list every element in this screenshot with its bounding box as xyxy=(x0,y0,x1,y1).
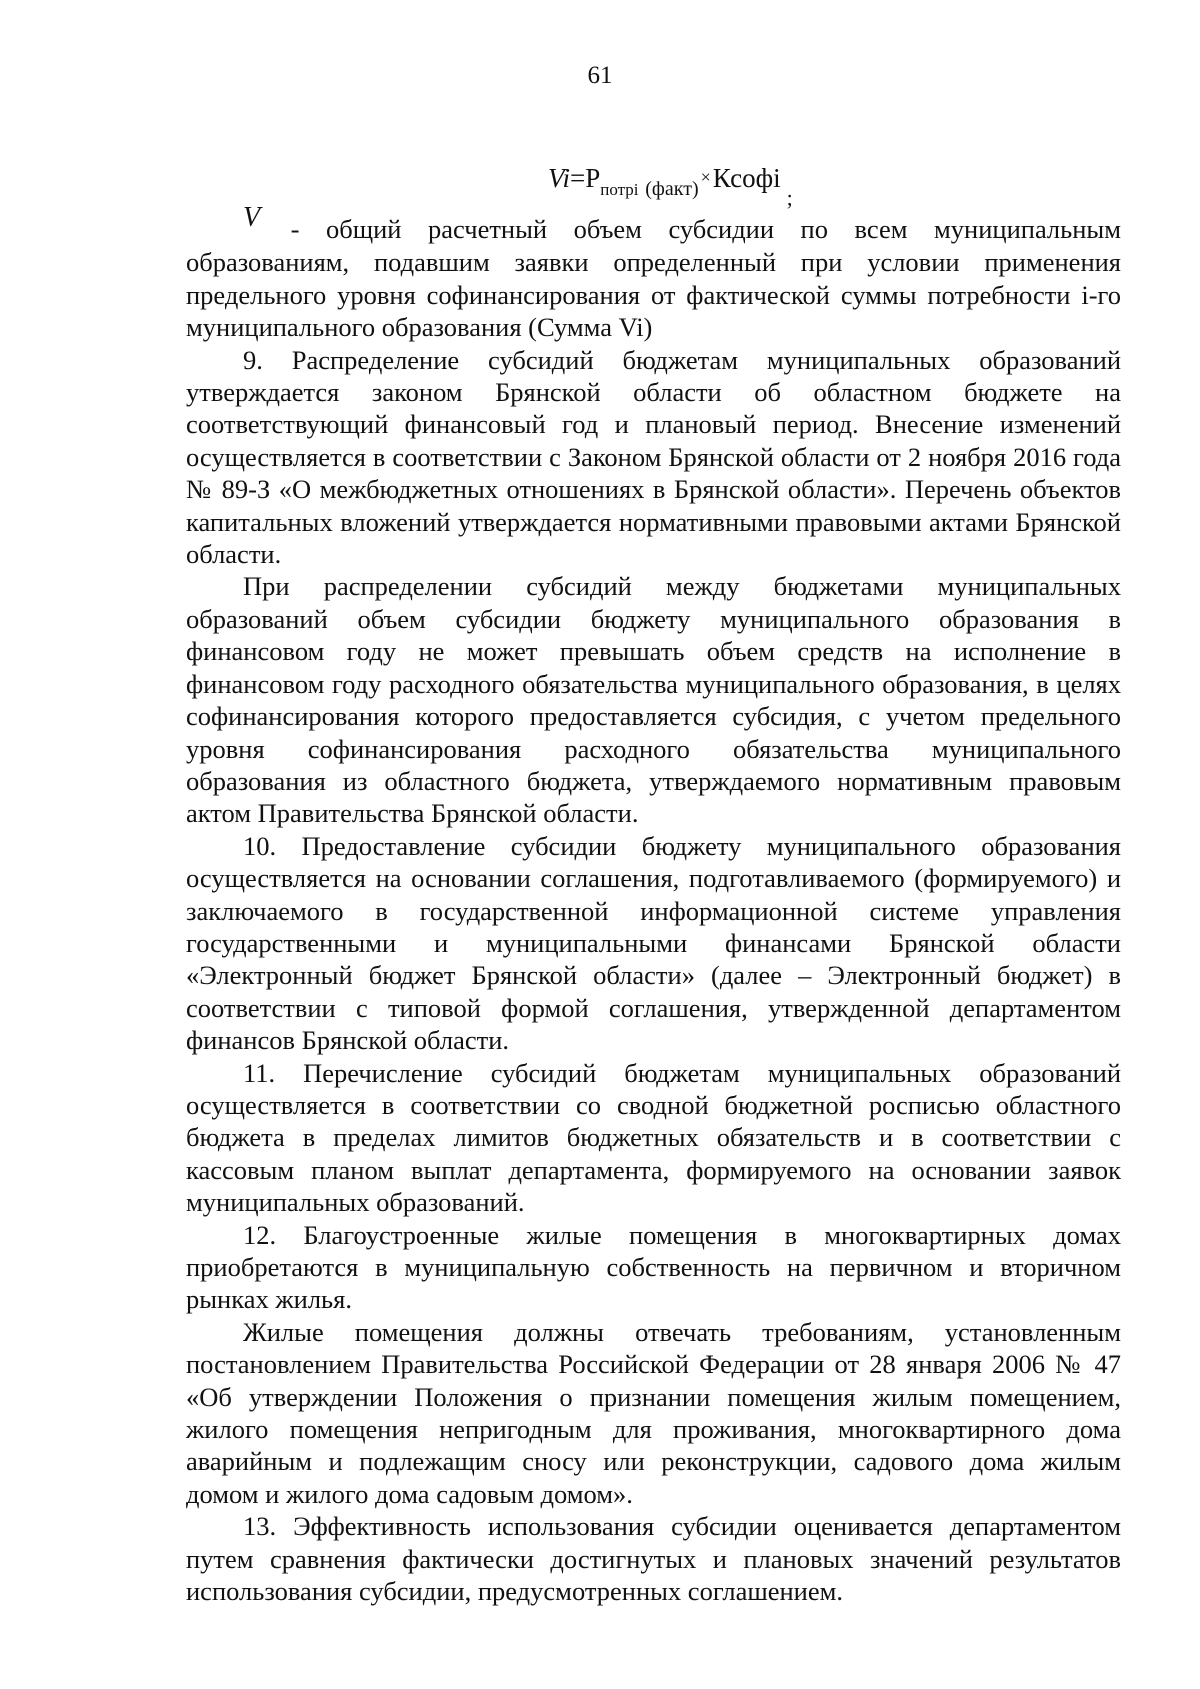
paragraph-9: 9. Распределение субсидий бюджетам муниципальных образований утверждается законом Брянской области об областном бюджете на соответствующий финансовый год и плановый период. Внесение изменений осуществляется в соответствии с Законом Брянской области от 2 ноября 2016 года № 89-З «О межбюджетных отношениях в Брянской области». Перечень объектов капитальных вложений утверждается нормативными правовыми актами Брянской области. xyxy=(186,344,1121,570)
body-text xyxy=(186,202,1121,1607)
subsidy-formula xyxy=(548,163,793,210)
formula-p-paren: (факт) xyxy=(645,178,699,200)
paragraph-11: 11. Перечисление субсидий бюджетам муниципальных образований осуществляется в соответствии со сводной бюджетной росписью областного бюджета в пределах лимитов бюджетных обязательств и в соответствии с кассовым планом выплат департамента, формируемого на основании заявок муниципальных образований. xyxy=(186,1057,1121,1218)
paragraph-10: 10. Предоставление субсидии бюджету муниципального образования осуществляется на основании соглашения, подготавливаемого (формируемого) и заключаемого в государственной информационной системе управления государственными и муниципальными финансами Брянской области «Электронный бюджет Брянской области» (далее – Электронный бюджет) в соответствии с типовой формой соглашения, утвержденной департаментом финансов Брянской области. xyxy=(186,830,1121,1056)
page-number: 61 xyxy=(587,62,613,89)
formula-k: Ксофi xyxy=(712,163,781,193)
formula-lhs: Vi xyxy=(548,163,570,193)
formula-times: × xyxy=(700,167,711,187)
v-symbol: V xyxy=(243,202,261,233)
paragraph-12: 12. Благоустроенные жилые помещения в многоквартирных домах приобретаются в муниципальную собственность на первичном и вторичном рынках жилья. xyxy=(186,1219,1121,1315)
formula-p: P xyxy=(585,163,601,193)
paragraph-distribution: При распределении субсидий между бюджетами муниципальных образований объем субсидии бюджету муниципального образования в финансовом году не может превышать объем средств на исполнение в финансовом году расходного обязательства муниципального образования, в целях софинансирования которого предоставляется субсидия, с учетом предельного уровня софинансирования расходного обязательства муниципального образования из областного бюджета, утверждаемого нормативным правовым актом Правительства Брянской области. xyxy=(186,571,1121,829)
v-definition-paragraph xyxy=(186,202,1121,344)
formula-p-subscript: потрi xyxy=(600,180,639,199)
formula-semicolon: ; xyxy=(786,185,793,210)
v-definition-text: - общий расчетный объем субсидии по всем муниципальным образованиям, подавшим заявки определенный при условии применения предельного уровня софинансирования от фактической суммы потребности i-го муниципального образования (Сумма Vi) xyxy=(186,214,1121,343)
paragraph-13: 13. Эффективность использования субсидии оценивается департаментом путем сравнения фактически достигнутых и плановых значений результатов использования субсидии, предусмотренных соглашением. xyxy=(186,1511,1121,1607)
paragraph-requirements: Жилые помещения должны отвечать требованиям, установленным постановлением Правительства Российской Федерации от 28 января 2006 № 47 «Об утверждении Положения о признании помещения жилым помещением, жилого помещения непригодным для проживания, многоквартирного дома аварийным и подлежащим сносу или реконструкции, садового дома жилым домом и жилого дома садовым домом». xyxy=(186,1316,1121,1509)
formula-equals: = xyxy=(570,163,586,193)
